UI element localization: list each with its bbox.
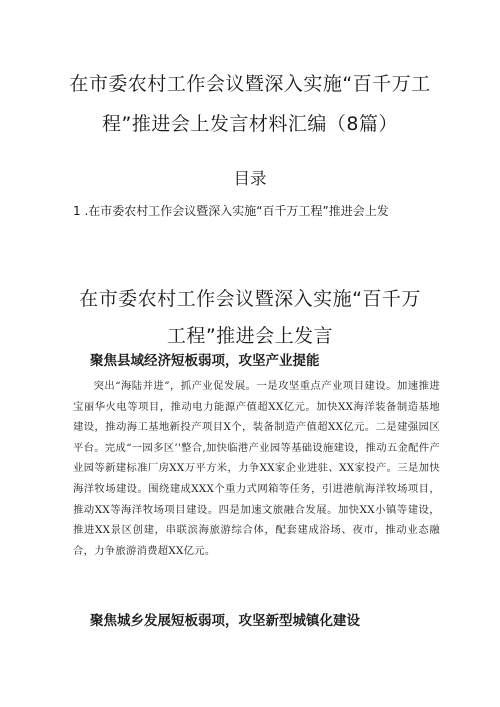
subsection-heading: 聚焦城乡发展短板弱项，攻坚新型城镇化建设 [90,613,360,629]
toc-heading: 目录 [233,169,267,188]
toc-item[interactable]: 1 .在市委农村工作会议暨深入实施“百千万工程”推进会上发 [73,204,389,218]
subsection-heading: 聚焦县域经济短板弱项，攻坚产业提能 [90,353,320,369]
body-paragraph: 突出“海陆并进”，抓产业促发展。一是攻坚重点产业项目建设。加速推进宝丽华火电等项目，推动电力能源产值超XX亿元。加快XX海洋装备制造基地建设，推动海工基地新投产项目X个，装备制造产值超XX亿元。二是建强园区平台。完成“一园多区’'整合,加快临港产业园等基础设施建设，推动五金配件产业园等新建标准厂房XX万平方米，力争XX家企业进驻、XX家投产。三是加快海洋牧场建设。围绕建成XXX个重力式网箱等任务，引进港航海洋牧场项目，推动XX等海洋牧场项目建设。四是加速文旅融合发展。加快XX小镇等建设，推进XX景区创建，串联滨海旅游综合体，配套建成浴场、夜市，推动业态融合，力争旅游消费超XX亿元。 [73,380,440,557]
document-title: 在市委农村工作会议暨深入实施“百千万工程”推进会上发言材料汇编（8篇） [69,73,431,135]
section-title: 在市委农村工作会议暨深入实施“百千万工程”推进会上发言 [79,288,421,347]
